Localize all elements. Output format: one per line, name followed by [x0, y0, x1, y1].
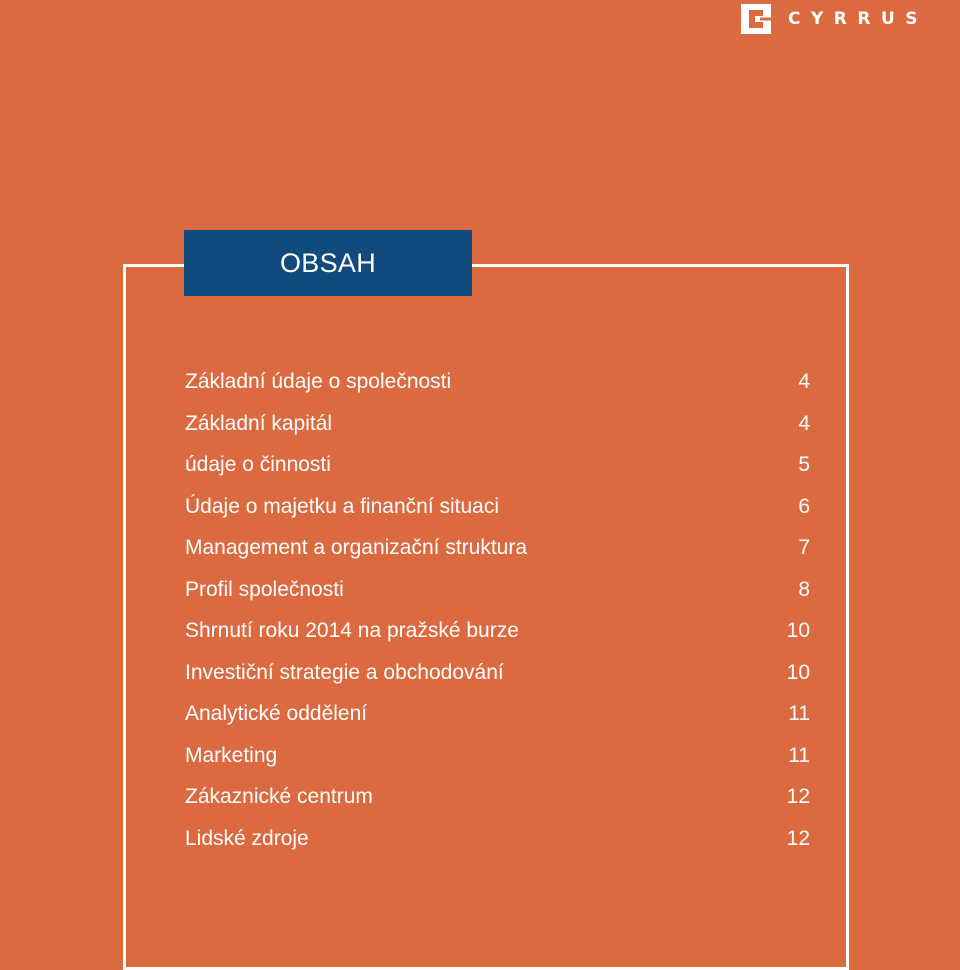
toc-entry-label: Lidské zdroje: [185, 826, 309, 850]
toc-entry-label: Shrnutí roku 2014 na pražské burze: [185, 619, 519, 642]
toc-entry-page-number: 10: [786, 619, 810, 642]
cyrrus-logo: [741, 3, 928, 35]
toc-entry-page-number: 8: [798, 577, 810, 601]
toc-entry[interactable]: [185, 610, 810, 652]
toc-entry-label: Základní údaje o společnosti: [185, 370, 452, 393]
toc-entry-page-number: 4: [798, 411, 810, 435]
toc-entry-page-number: 7: [798, 536, 810, 559]
toc-entry-label: Údaje o majetku a finanční situaci: [185, 494, 500, 518]
toc-entry[interactable]: [185, 486, 810, 528]
toc-entry-page-number: 11: [788, 702, 810, 725]
toc-entry-label: údaje o činnosti: [185, 453, 331, 476]
toc-entry-page-number: 11: [788, 743, 810, 767]
toc-entry-page-number: 4: [798, 370, 810, 393]
cyrrus-logo-mark-icon: [741, 4, 771, 34]
toc-entry[interactable]: [185, 818, 810, 860]
toc-entry[interactable]: [185, 527, 810, 569]
toc-entry-label: Marketing: [185, 743, 278, 767]
toc-entry[interactable]: [185, 444, 810, 486]
toc-entry[interactable]: [185, 569, 810, 611]
toc-entry-label: Management a organizační struktura: [185, 536, 528, 559]
toc-entry-page-number: 6: [798, 494, 810, 518]
toc-entry-label: Investiční strategie a obchodování: [185, 660, 504, 684]
toc-entry-label: Analytické oddělení: [185, 702, 368, 725]
toc-entry-page-number: 10: [786, 660, 810, 684]
toc-entry[interactable]: [185, 735, 810, 777]
page-title: OBSAH: [184, 230, 472, 296]
toc-entry[interactable]: [185, 776, 810, 818]
toc-entry-label: Profil společnosti: [185, 577, 344, 601]
toc-entry[interactable]: [185, 403, 810, 445]
toc-entry[interactable]: [185, 361, 810, 403]
toc-entry[interactable]: [185, 652, 810, 694]
table-of-contents: [185, 361, 810, 859]
toc-entry-page-number: 12: [786, 826, 810, 850]
toc-entry-label: Zákaznické centrum: [185, 785, 373, 808]
toc-entry-page-number: 5: [798, 453, 810, 476]
toc-entry[interactable]: [185, 693, 810, 735]
toc-entry-label: Základní kapitál: [185, 411, 333, 435]
cyrrus-logo-text: CYRRUS: [788, 8, 929, 29]
toc-entry-page-number: 12: [786, 785, 810, 808]
